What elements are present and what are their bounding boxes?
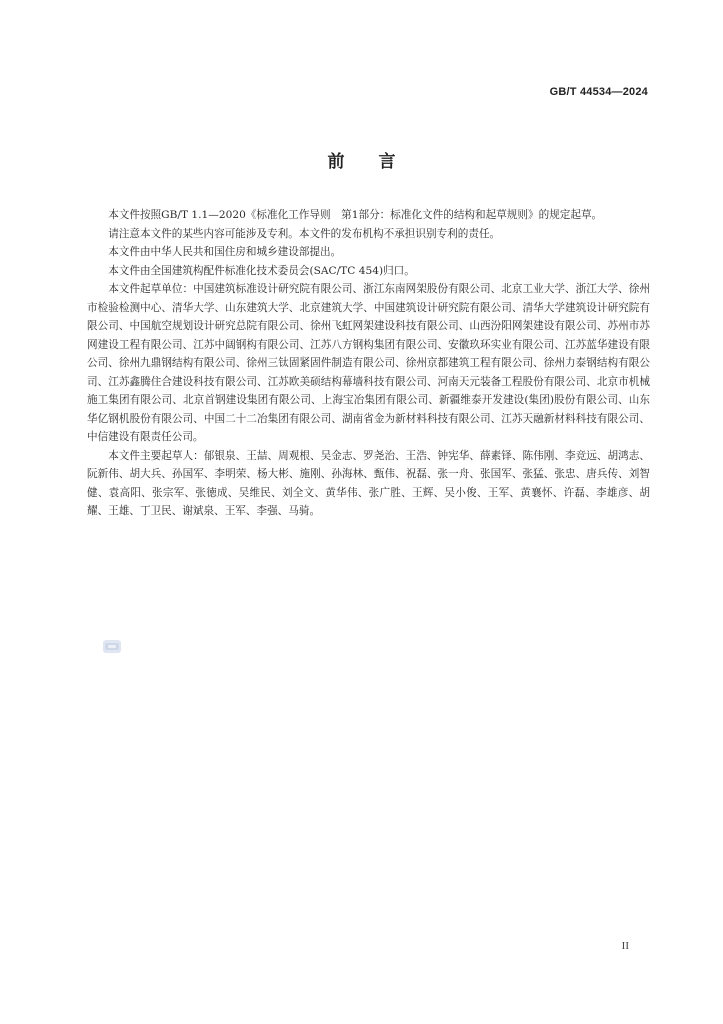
paragraph-main-drafters: 本文件主要起草人：郁银泉、王喆、周观根、吴金志、罗尧治、王浩、钟宪华、薛素铎、陈伟刚、李竞远、胡鸿志、阮新伟、胡大兵、孙国军、李明荣、杨大彬、施刚、孙海林、甄伟、祝磊、张一舟、张国军、张猛、张忠、唐兵传、刘智健、袁高阳、张宗军、张徳成、吴维民、刘全文、黄华伟、张广胜、王辉、吴小俊、王军、黄襄怀、许磊、李雄彦、胡耀、王雄、丁卫民、谢斌泉、王军、李强、马骑。 [87, 449, 650, 517]
paragraph-drafting-rules: 本文件按照GB/T 1.1—2020《标准化工作导则 第1部分：标准化文件的结构和起草规则》的规定起草。 [108, 209, 603, 221]
paragraph-proposed-by: 本文件由中华人民共和国住房和城乡建设部提出。 [108, 246, 342, 258]
paragraph-patent-notice: 请注意本文件的某些内容可能涉及专利。本文件的发布机构不承担识别专利的责任。 [108, 227, 501, 240]
standard-code: GB/T 44534—2024 [549, 86, 648, 98]
watermark-logo [103, 640, 121, 653]
paragraph-administered-by: 本文件由全国建筑构配件标准化技术委员会(SAC/TC 454)归口。 [108, 264, 415, 277]
page-number: II [621, 940, 629, 952]
foreword-body [87, 206, 650, 521]
page-title-char-2: 言 [378, 152, 396, 172]
page-title [0, 147, 723, 172]
paragraph-drafting-organizations: 本文件起草单位：中国建筑标准设计研究院有限公司、浙江东南网架股份有限公司、北京工业大学、浙江大学、徐州市检验检测中心、清华大学、山东建筑大学、北京建筑大学、中国建筑设计研究院有限公司、清华大学建筑设计研究院有限公司、中国航空规划设计研究总院有限公司、徐州飞虹网架建设科技有限公司、山西汾阳网架建设有限公司、苏州市苏网建设工程有限公司、江苏中阔钢构有限公司、江苏八方钢构集团有限公司、安徽玖环实业有限公司、江苏蓝华建设有限公司、徐州九鼎钢结构有限公司、徐州三钛固紧固件制造有限公司、徐州京都建筑工程有限公司、徐州力泰钢结构有限公司、江苏鑫腾住合建设科技有限公司、江苏欧美硕结构幕墙科技有限公司、河南天元装备工程股份有限公司、北京市机械施工集团有限公司、北京首钢建设集团有限公司、上海宝冶集团有限公司、新疆维泰开发建设(集团)股份有限公司、山东华亿钢机股份有限公司、中国二十二冶集团有限公司、湖南省金为新材料科技有限公司、江苏天融新材料科技有限公司、中信建设有限责任公司。 [87, 283, 650, 443]
page-title-char-1: 前 [327, 152, 345, 172]
